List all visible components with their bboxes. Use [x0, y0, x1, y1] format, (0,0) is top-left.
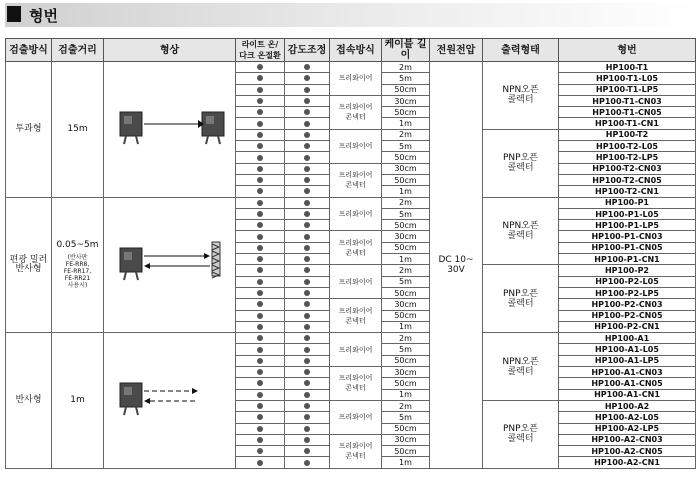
bullet-dot [257, 426, 263, 432]
bullet-dot [304, 256, 310, 262]
sensitivity-dot [285, 378, 330, 389]
sensitivity-dot [285, 220, 330, 231]
cable-length: 2m [382, 197, 430, 208]
bullet-dot [257, 335, 263, 341]
connection-type: 프리와이어 콘넥터 [330, 231, 382, 265]
model-number: HP100-T1-CN05 [559, 107, 696, 118]
bullet-dot [304, 177, 310, 183]
section-marker-square [7, 6, 21, 22]
sensitivity-dot [285, 310, 330, 321]
sensitivity-dot [285, 367, 330, 378]
sensitivity-dot [285, 287, 330, 298]
sensitivity-dot [285, 129, 330, 140]
bullet-dot [257, 98, 263, 104]
cable-length: 30cm [382, 95, 430, 106]
model-number: HP100-T2-LP5 [559, 152, 696, 163]
sensitivity-dot [285, 412, 330, 423]
connection-type: 프리와이어 콘넥터 [330, 299, 382, 333]
light-dark-on-dot [236, 231, 285, 242]
light-dark-on-dot [236, 129, 285, 140]
bullet-dot [257, 177, 263, 183]
bullet-dot [304, 324, 310, 330]
table-row [6, 197, 696, 208]
light-dark-on-dot [236, 333, 285, 344]
light-dark-on-dot [236, 287, 285, 298]
bullet-dot [304, 301, 310, 307]
bullet-dot [304, 313, 310, 319]
header-cell: 접속방식 [330, 39, 382, 62]
light-dark-on-dot [236, 276, 285, 287]
bullet-dot [304, 245, 310, 251]
bullet-dot [257, 414, 263, 420]
sensitivity-dot [285, 141, 330, 152]
cable-length: 5m [382, 276, 430, 287]
light-dark-on-dot [236, 254, 285, 265]
bullet-dot [257, 460, 263, 466]
model-number: HP100-T1-LP5 [559, 84, 696, 95]
cable-length: 2m [382, 333, 430, 344]
sensitivity-dot [285, 457, 330, 468]
model-number: HP100-A1-L05 [559, 344, 696, 355]
sensitivity-dot [285, 208, 330, 219]
output-type: PNP오픈 콜렉터 [483, 129, 559, 197]
connection-type: 프리와이어 콘넥터 [330, 367, 382, 401]
header-cell: 감도조정 [285, 39, 330, 62]
header-cell: 검출방식 [6, 39, 52, 62]
connection-type: 프리와이어 [330, 400, 382, 434]
sensitivity-dot [285, 299, 330, 310]
bullet-dot [257, 121, 263, 127]
light-dark-on-dot [236, 208, 285, 219]
bullet-dot [257, 448, 263, 454]
bullet-dot [304, 200, 310, 206]
bullet-dot [257, 324, 263, 330]
bullet-dot [257, 301, 263, 307]
sensitivity-dot [285, 242, 330, 253]
bullet-dot [257, 155, 263, 161]
sensitivity-dot [285, 186, 330, 197]
sensitivity-dot [285, 174, 330, 185]
cable-length: 30cm [382, 367, 430, 378]
bullet-dot [257, 87, 263, 93]
thru-beam-sensor-illustration [106, 98, 234, 158]
light-dark-on-dot [236, 446, 285, 457]
bullet-dot [257, 200, 263, 206]
model-number: HP100-P1-L05 [559, 208, 696, 219]
cable-length: 5m [382, 73, 430, 84]
cable-length: 2m [382, 129, 430, 140]
light-dark-on-dot [236, 220, 285, 231]
sensitivity-dot [285, 446, 330, 457]
light-dark-on-dot [236, 107, 285, 118]
model-number: HP100-A2-L05 [559, 412, 696, 423]
bullet-dot [304, 290, 310, 296]
model-number: HP100-T2 [559, 129, 696, 140]
connection-type: 프리와이어 콘넥터 [330, 163, 382, 197]
model-number: HP100-T1-L05 [559, 73, 696, 84]
model-number: HP100-P1-LP5 [559, 220, 696, 231]
sensitivity-dot [285, 355, 330, 366]
output-type: PNP오픈 콜렉터 [483, 400, 559, 468]
light-dark-on-dot [236, 310, 285, 321]
detection-distance: 15m [52, 62, 104, 198]
model-number: HP100-P1 [559, 197, 696, 208]
light-dark-on-dot [236, 378, 285, 389]
bullet-dot [257, 64, 263, 70]
bullet-dot [304, 347, 310, 353]
model-number: HP100-T2-CN1 [559, 186, 696, 197]
bullet-dot [304, 75, 310, 81]
bullet-dot [257, 403, 263, 409]
model-number: HP100-A1-CN03 [559, 367, 696, 378]
section-title: 형번 [29, 7, 58, 25]
bullet-dot [304, 87, 310, 93]
cable-length: 1m [382, 118, 430, 129]
connection-type: 프리와이어 콘넥터 [330, 434, 382, 468]
light-dark-on-dot [236, 174, 285, 185]
model-number: HP100-P2-LP5 [559, 287, 696, 298]
bullet-dot [257, 358, 263, 364]
bullet-dot [304, 109, 310, 115]
light-dark-on-dot [236, 95, 285, 106]
connection-type: 프리와이어 콘넥터 [330, 95, 382, 129]
bullet-dot [304, 211, 310, 217]
connection-type: 프리와이어 [330, 265, 382, 299]
sensitivity-dot [285, 344, 330, 355]
sensitivity-dot [285, 73, 330, 84]
cable-length: 30cm [382, 299, 430, 310]
detection-method: 반사형 [6, 333, 52, 469]
bullet-dot [304, 234, 310, 240]
reflector-note: (반사판 FE-RR8, FE-RR17, FE-RR21 사용시) [63, 254, 92, 290]
light-dark-on-dot [236, 321, 285, 332]
light-dark-on-dot [236, 163, 285, 174]
cable-length: 1m [382, 186, 430, 197]
bullet-dot [257, 290, 263, 296]
connection-type: 프리와이어 [330, 197, 382, 231]
model-number: HP100-T2-L05 [559, 141, 696, 152]
header-cell: 형상 [104, 39, 236, 62]
bullet-dot [257, 380, 263, 386]
cable-length: 30cm [382, 434, 430, 445]
bullet-dot [257, 279, 263, 285]
model-table [5, 38, 696, 469]
bullet-dot [304, 448, 310, 454]
light-dark-on-dot [236, 118, 285, 129]
bullet-dot [257, 437, 263, 443]
supply-voltage: DC 10~ 30V [430, 62, 483, 469]
bullet-dot [304, 143, 310, 149]
table-row [6, 62, 696, 73]
model-number: HP100-T2-CN05 [559, 174, 696, 185]
cable-length: 1m [382, 457, 430, 468]
detection-distance: 1m [52, 333, 104, 469]
bullet-dot [257, 109, 263, 115]
cable-length: 5m [382, 208, 430, 219]
model-number: HP100-P1-CN05 [559, 242, 696, 253]
light-dark-on-dot [236, 152, 285, 163]
bullet-dot [257, 245, 263, 251]
light-dark-on-dot [236, 412, 285, 423]
cable-length: 50cm [382, 310, 430, 321]
bullet-dot [304, 426, 310, 432]
output-type: PNP오픈 콜렉터 [483, 265, 559, 333]
light-dark-on-dot [236, 197, 285, 208]
cable-length: 50cm [382, 423, 430, 434]
light-dark-on-dot [236, 242, 285, 253]
sensitivity-dot [285, 389, 330, 400]
model-number: HP100-P1-CN1 [559, 254, 696, 265]
light-dark-on-dot [236, 367, 285, 378]
bullet-dot [257, 369, 263, 375]
cable-length: 2m [382, 265, 430, 276]
bullet-dot [257, 143, 263, 149]
shape-figure [104, 62, 236, 198]
bullet-dot [257, 188, 263, 194]
cable-length: 5m [382, 344, 430, 355]
bullet-dot [304, 335, 310, 341]
model-number: HP100-P2-L05 [559, 276, 696, 287]
section-title-bar [5, 3, 695, 27]
detection-method: 투과형 [6, 62, 52, 198]
cable-length: 50cm [382, 220, 430, 231]
sensitivity-dot [285, 152, 330, 163]
model-number: HP100-P2-CN03 [559, 299, 696, 310]
cable-length: 50cm [382, 152, 430, 163]
light-dark-on-dot [236, 434, 285, 445]
model-number: HP100-A2-CN1 [559, 457, 696, 468]
model-number: HP100-A1-LP5 [559, 355, 696, 366]
cable-length: 50cm [382, 446, 430, 457]
light-dark-on-dot [236, 84, 285, 95]
bullet-dot [304, 380, 310, 386]
bullet-dot [304, 369, 310, 375]
model-number: HP100-P2-CN05 [559, 310, 696, 321]
table-row [6, 333, 696, 344]
cable-length: 30cm [382, 163, 430, 174]
output-type: NPN오픈 콜렉터 [483, 197, 559, 265]
light-dark-on-dot [236, 344, 285, 355]
cable-length: 1m [382, 321, 430, 332]
sensitivity-dot [285, 197, 330, 208]
diffuse-sensor-illustration [106, 369, 234, 429]
light-dark-on-dot [236, 186, 285, 197]
bullet-dot [257, 313, 263, 319]
shape-figure [104, 333, 236, 469]
header-cell: 검출거리 [52, 39, 104, 62]
bullet-dot [304, 414, 310, 420]
light-dark-on-dot [236, 400, 285, 411]
header-cell: 케이블 길이 [382, 39, 430, 62]
model-number: HP100-T2-CN03 [559, 163, 696, 174]
model-number: HP100-P1-CN03 [559, 231, 696, 242]
bullet-dot [257, 347, 263, 353]
cable-length: 50cm [382, 378, 430, 389]
bullet-dot [304, 222, 310, 228]
model-number: HP100-A2-LP5 [559, 423, 696, 434]
bullet-dot [257, 256, 263, 262]
model-number: HP100-A2-CN03 [559, 434, 696, 445]
connection-type: 프리와이어 [330, 333, 382, 367]
model-number: HP100-T1 [559, 62, 696, 73]
header-row [6, 39, 696, 62]
bullet-dot [304, 267, 310, 273]
cable-length: 50cm [382, 174, 430, 185]
cable-length: 50cm [382, 84, 430, 95]
model-number: HP100-A1-CN05 [559, 378, 696, 389]
sensitivity-dot [285, 62, 330, 73]
cable-length: 5m [382, 141, 430, 152]
bullet-dot [304, 121, 310, 127]
cable-length: 50cm [382, 242, 430, 253]
model-number: HP100-A2 [559, 400, 696, 411]
light-dark-on-dot [236, 141, 285, 152]
model-number: HP100-P2-CN1 [559, 321, 696, 332]
model-number: HP100-T1-CN03 [559, 95, 696, 106]
model-number: HP100-A1-CN1 [559, 389, 696, 400]
sensitivity-dot [285, 254, 330, 265]
light-dark-on-dot [236, 457, 285, 468]
bullet-dot [304, 437, 310, 443]
bullet-dot [304, 358, 310, 364]
light-dark-on-dot [236, 389, 285, 400]
sensitivity-dot [285, 423, 330, 434]
bullet-dot [257, 132, 263, 138]
bullet-dot [304, 279, 310, 285]
light-dark-on-dot [236, 73, 285, 84]
header-cell: 전원전압 [430, 39, 483, 62]
sensitivity-dot [285, 434, 330, 445]
sensitivity-dot [285, 276, 330, 287]
model-number: HP100-T1-CN1 [559, 118, 696, 129]
cable-length: 1m [382, 389, 430, 400]
cable-length: 1m [382, 254, 430, 265]
bullet-dot [304, 166, 310, 172]
cable-length: 5m [382, 412, 430, 423]
bullet-dot [304, 460, 310, 466]
model-number: HP100-P2 [559, 265, 696, 276]
model-number: HP100-A1 [559, 333, 696, 344]
sensitivity-dot [285, 163, 330, 174]
shape-figure [104, 197, 236, 333]
cable-length: 30cm [382, 231, 430, 242]
detection-distance: 0.05~5m (반사판 FE-RR8, FE-RR17, FE-RR21 사용시) [52, 197, 104, 333]
bullet-dot [304, 392, 310, 398]
output-type: NPN오픈 콜렉터 [483, 333, 559, 401]
bullet-dot [257, 267, 263, 273]
light-dark-on-dot [236, 62, 285, 73]
bullet-dot [304, 64, 310, 70]
bullet-dot [304, 155, 310, 161]
header-cell: 형번 [559, 39, 696, 62]
bullet-dot [257, 234, 263, 240]
header-cell: 라이트 온/ 다크 온절환 [236, 39, 285, 62]
bullet-dot [257, 222, 263, 228]
detection-method: 편광 밀러 반사형 [6, 197, 52, 333]
cable-length: 2m [382, 62, 430, 73]
light-dark-on-dot [236, 355, 285, 366]
model-number: HP100-A2-CN05 [559, 446, 696, 457]
bullet-dot [257, 166, 263, 172]
sensitivity-dot [285, 321, 330, 332]
cable-length: 50cm [382, 107, 430, 118]
sensitivity-dot [285, 231, 330, 242]
bullet-dot [304, 188, 310, 194]
sensitivity-dot [285, 265, 330, 276]
retroreflective-sensor-illustration [106, 234, 234, 294]
cable-length: 50cm [382, 355, 430, 366]
sensitivity-dot [285, 333, 330, 344]
bullet-dot [257, 75, 263, 81]
header-cell: 출력형태 [483, 39, 559, 62]
sensitivity-dot [285, 118, 330, 129]
cable-length: 50cm [382, 287, 430, 298]
output-type: NPN오픈 콜렉터 [483, 62, 559, 130]
sensitivity-dot [285, 84, 330, 95]
sensitivity-dot [285, 107, 330, 118]
light-dark-on-dot [236, 299, 285, 310]
bullet-dot [304, 132, 310, 138]
light-dark-on-dot [236, 265, 285, 276]
connection-type: 프리와이어 [330, 129, 382, 163]
bullet-dot [304, 98, 310, 104]
cable-length: 2m [382, 400, 430, 411]
bullet-dot [257, 211, 263, 217]
light-dark-on-dot [236, 423, 285, 434]
sensitivity-dot [285, 400, 330, 411]
sensitivity-dot [285, 95, 330, 106]
connection-type: 프리와이어 [330, 62, 382, 96]
bullet-dot [257, 392, 263, 398]
bullet-dot [304, 403, 310, 409]
